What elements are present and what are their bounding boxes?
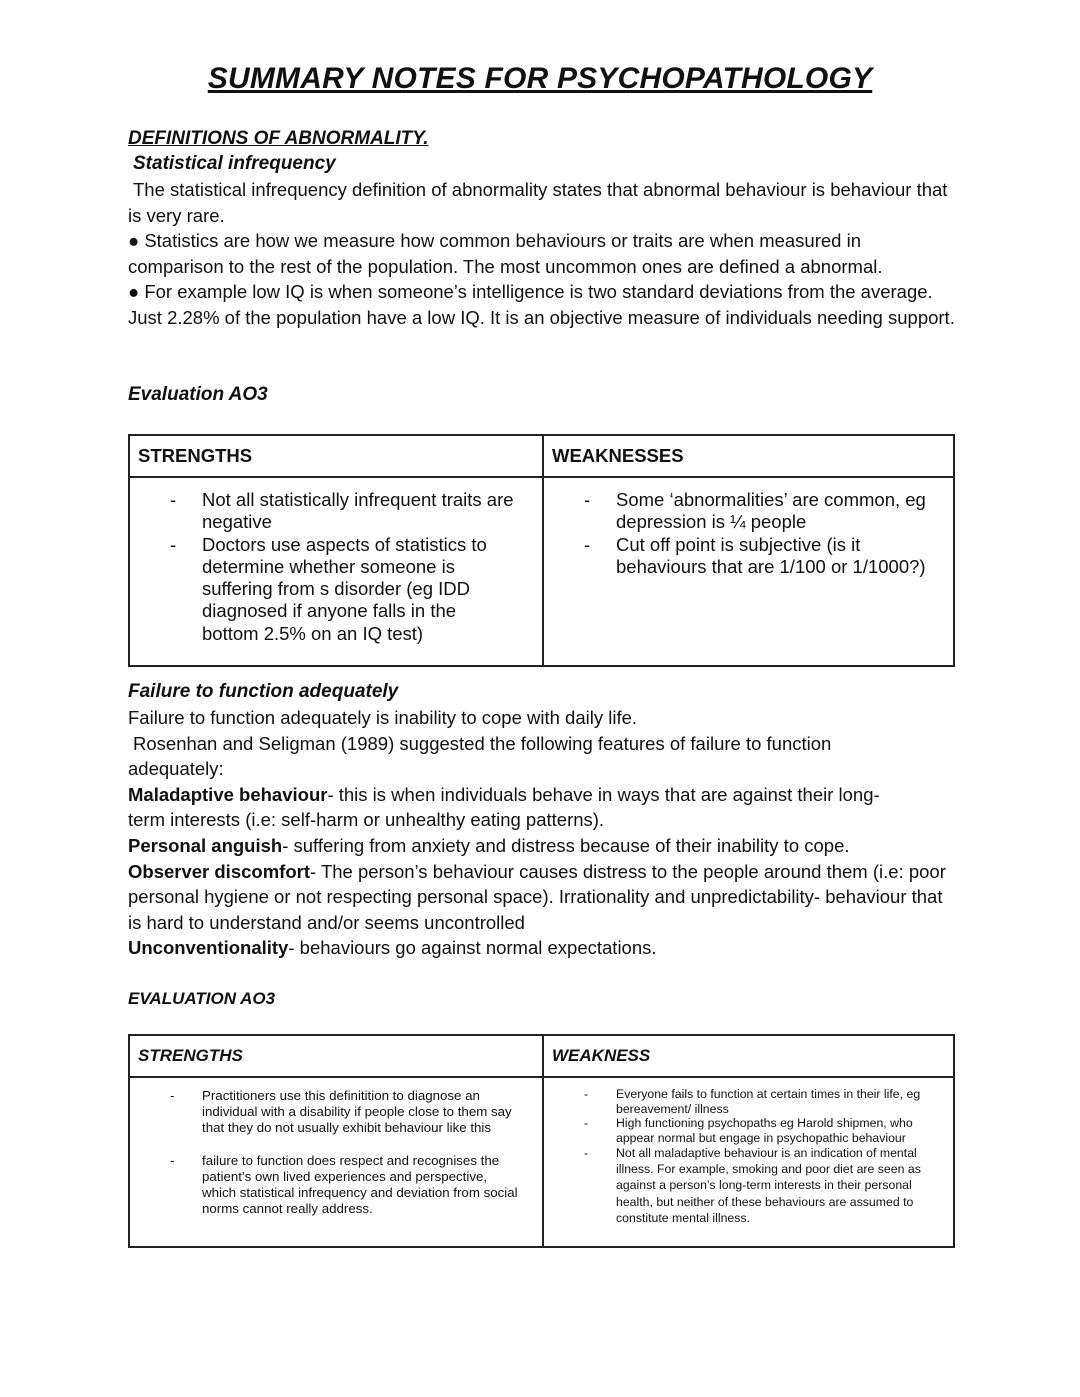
strengths-cell — [129, 477, 543, 666]
feature-term: Unconventionality — [128, 937, 289, 959]
feature-term: Observer discomfort — [128, 860, 310, 882]
evaluation-table-failure — [128, 1034, 955, 1248]
strength-item: - failure to function does respect and recognises the patient’s own lived experiences and perspective, which statistical infrequency and deviation from social norms cannot really address. — [130, 1153, 532, 1218]
strengths-cell — [129, 1077, 543, 1247]
feature-term: Personal anguish — [128, 834, 283, 856]
weakness-item: - Everyone fails to function at certain times in their life, eg bereavement/ illness — [544, 1087, 953, 1116]
heading-failure-to-function: Failure to function adequately — [128, 681, 399, 702]
evaluation-label-1: Evaluation AO3 — [128, 384, 268, 405]
failure-to-function-text — [128, 705, 953, 961]
feature-desc: - The person’s behaviour causes distress to the people around them (i.e: poor personal hygiene or not respecting personal space). Irrationality and unpredictability- behaviour that is hard to understand and/or seems uncontrolled — [128, 860, 946, 933]
feature-desc: - behaviours go against normal expectations. — [288, 937, 657, 959]
strength-item: - Doctors use aspects of statistics to determine whether someone is suffering from s disorder (eg IDD diagnosed if anyone falls in the bottom 2.5% on an IQ test) — [130, 534, 528, 645]
strengths-header: STRENGTHS — [129, 435, 543, 477]
weaknesses-cell — [543, 1077, 954, 1247]
statistical-paragraph-1: The statistical infrequency definition of abnormality states that abnormal behaviour is behaviour that is very rare. — [128, 179, 948, 226]
statistical-infrequency-text — [128, 177, 958, 331]
statistical-paragraph-2: ● Statistics are how we measure how common behaviours or traits are when measured in comparison to the rest of the population. The most uncommon ones are defined a abnormal. — [128, 230, 883, 277]
page-title: SUMMARY NOTES FOR PSYCHOPATHOLOGY — [207, 62, 873, 95]
section-heading-definitions: DEFINITIONS OF ABNORMALITY. — [128, 128, 429, 149]
feature-desc: - suffering from anxiety and distress because of their inability to cope. — [282, 834, 850, 856]
evaluation-table-statistical — [128, 434, 955, 667]
weakness-item: - High functioning psychopaths eg Harold shipmen, who appear normal but engage in psychopathic behaviour — [544, 1116, 953, 1145]
feature-maladaptive — [128, 782, 953, 833]
feature-desc: - this is when individuals behave in ways that are against their long-term interests (i.e: self-harm or unhealthy eating patterns). — [128, 783, 880, 831]
weakness-header: WEAKNESS — [543, 1035, 954, 1077]
evaluation-label-2: EVALUATION AO3 — [128, 989, 276, 1008]
weakness-item: - Some ‘abnormalities’ are common, eg depression is ¼ people — [544, 489, 953, 534]
feature-observer-discomfort — [128, 859, 953, 936]
weaknesses-cell — [543, 477, 954, 666]
failure-intro-2: Rosenhan and Seligman (1989) suggested the following features of failure to function adequately: — [128, 732, 832, 780]
strength-item: - Not all statistically infrequent traits are negative — [130, 489, 528, 534]
heading-statistical-infrequency: Statistical infrequency — [133, 153, 336, 174]
feature-anguish — [128, 833, 953, 859]
strengths-header: STRENGTHS — [129, 1035, 543, 1077]
feature-unconventionality — [128, 935, 953, 961]
strength-item: - Practitioners use this definitition to diagnose an individual with a disability if people close to them say that they do not usually exhibit behaviour like this — [130, 1088, 532, 1137]
statistical-paragraph-3: ● For example low IQ is when someone’s intelligence is two standard deviations from the average. Just 2.28% of the population have a low IQ. It is an objective measure of individuals needing support. — [128, 281, 955, 328]
failure-intro-1: Failure to function adequately is inability to cope with daily life. — [128, 707, 638, 728]
weaknesses-header: WEAKNESSES — [543, 435, 954, 477]
feature-term: Maladaptive behaviour — [128, 783, 328, 805]
weakness-item: - Cut off point is subjective (is it behaviours that are 1/100 or 1/1000?) — [544, 534, 953, 579]
weakness-item: - Not all maladaptive behaviour is an indication of mental illness. For example, smoking and poor diet are seen as against a person’s long-term interests in their personal health, but neither of these behaviours are assumed to constitute mental illness. — [544, 1145, 953, 1226]
